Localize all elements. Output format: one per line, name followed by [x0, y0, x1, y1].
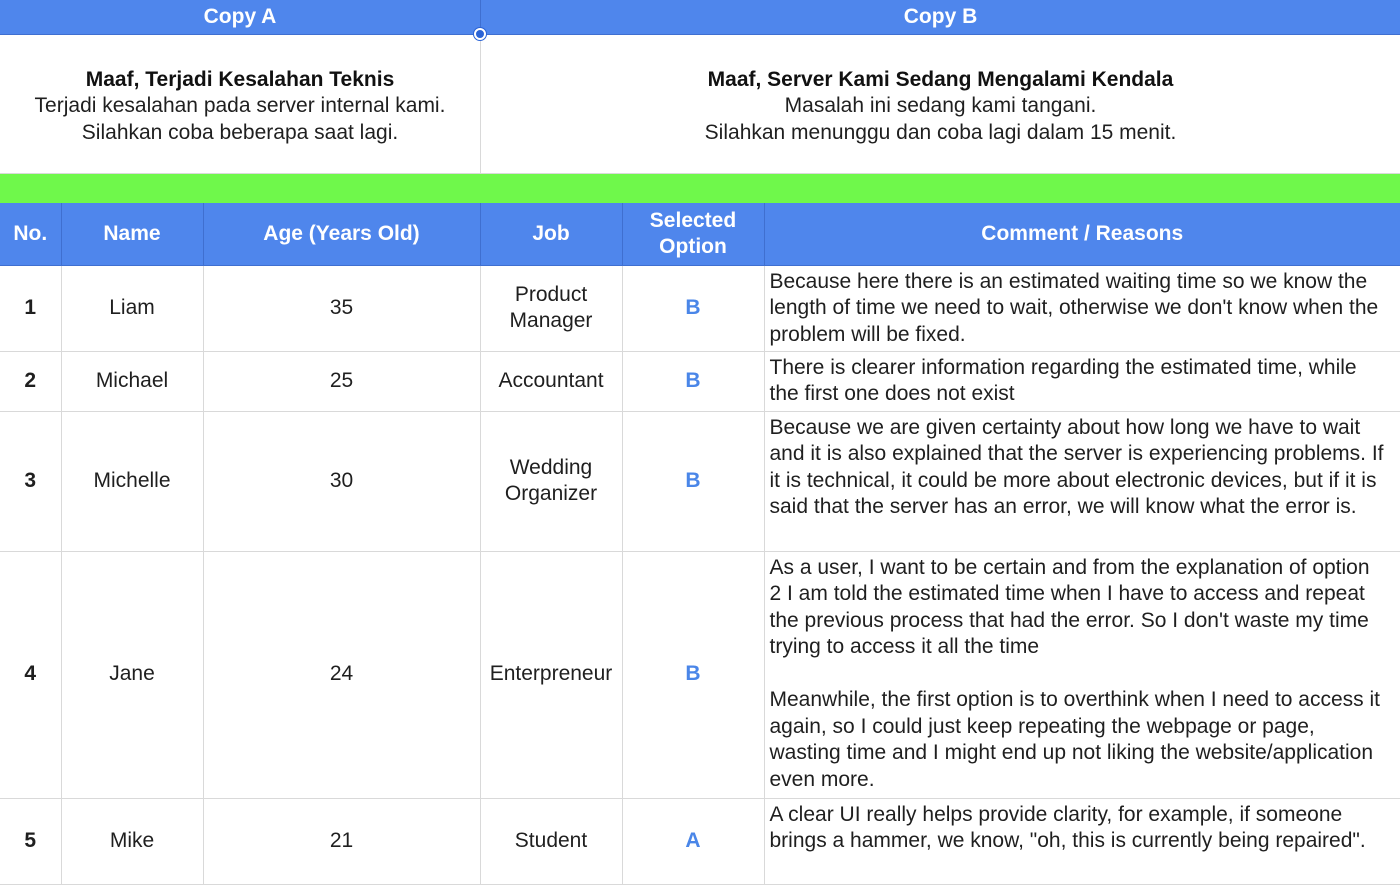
- copy-a-cell[interactable]: [0, 36, 480, 173]
- cell-no[interactable]: 2: [0, 351, 61, 411]
- cell-option[interactable]: B: [622, 411, 764, 551]
- cell-age[interactable]: 35: [203, 265, 480, 351]
- copy-b-header[interactable]: Copy B: [481, 0, 1400, 35]
- header-no[interactable]: No.: [0, 203, 61, 265]
- table-row: [0, 798, 1400, 884]
- cell-comment[interactable]: As a user, I want to be certain and from the explanation of option 2 I am told the estimated time when I have to access and repeat the previous process that had the error. So I don't waste my time trying to access it all the time Meanwhile, the first option is to overthink when I need to access it again, so I could just keep repeating the webpage or page, wasting time and I might end up not liking the website/application even more.: [764, 551, 1400, 798]
- cell-no[interactable]: 3: [0, 411, 61, 551]
- table-row: [0, 351, 1400, 411]
- cell-job[interactable]: Enterpreneur: [480, 551, 622, 798]
- copy-b-line-2: Silahkan menunggu dan coba lagi dalam 15 menit.: [704, 120, 1177, 144]
- cell-no[interactable]: 1: [0, 265, 61, 351]
- cell-job[interactable]: Wedding Organizer: [480, 411, 622, 551]
- cell-name[interactable]: Jane: [61, 551, 203, 798]
- copy-a-title: Maaf, Terjadi Kesalahan Teknis: [85, 67, 395, 91]
- cell-name[interactable]: Michael: [61, 351, 203, 411]
- cell-no[interactable]: 4: [0, 551, 61, 798]
- cell-age[interactable]: 25: [203, 351, 480, 411]
- cell-option[interactable]: B: [622, 265, 764, 351]
- cell-age[interactable]: 30: [203, 411, 480, 551]
- copy-a-line-2: Silahkan coba beberapa saat lagi.: [81, 120, 399, 144]
- cell-no[interactable]: 5: [0, 798, 61, 884]
- survey-table: [0, 203, 1400, 885]
- table-row: [0, 551, 1400, 798]
- cell-comment[interactable]: Because here there is an estimated waiting time so we know the length of time we need to wait, otherwise we don't know when the problem will be fixed.: [764, 265, 1400, 351]
- table-row: [0, 265, 1400, 351]
- copy-b-title: Maaf, Server Kami Sedang Mengalami Kendala: [707, 67, 1174, 91]
- separator-band: [0, 173, 1400, 203]
- cell-job[interactable]: Accountant: [480, 351, 622, 411]
- cell-name[interactable]: Michelle: [61, 411, 203, 551]
- table-row: [0, 411, 1400, 551]
- copy-b-line-1: Masalah ini sedang kami tangani.: [784, 94, 1097, 118]
- cell-comment[interactable]: Because we are given certainty about how long we have to wait and it is also explained that the server is experiencing problems. If it is technical, it could be more about electronic devices, but if it is said that the server has an error, we will know what the error is.: [764, 411, 1400, 551]
- header-name[interactable]: Name: [61, 203, 203, 265]
- cell-age[interactable]: 24: [203, 551, 480, 798]
- cell-job[interactable]: Product Manager: [480, 265, 622, 351]
- cell-option[interactable]: B: [622, 551, 764, 798]
- table-header-row: [0, 203, 1400, 265]
- copy-a-line-1: Terjadi kesalahan pada server internal kami.: [34, 94, 446, 118]
- cell-option[interactable]: A: [622, 798, 764, 884]
- cell-job[interactable]: Student: [480, 798, 622, 884]
- cell-comment[interactable]: A clear UI really helps provide clarity, for example, if someone brings a hammer, we know, "oh, this is currently being repaired".: [764, 798, 1400, 884]
- header-job[interactable]: Job: [480, 203, 622, 265]
- cell-age[interactable]: 21: [203, 798, 480, 884]
- cell-name[interactable]: Liam: [61, 265, 203, 351]
- copy-a-header[interactable]: Copy A: [0, 0, 480, 35]
- cell-comment[interactable]: There is clearer information regarding the estimated time, while the first one does not exist: [764, 351, 1400, 411]
- header-selected-option[interactable]: Selected Option: [622, 203, 764, 265]
- header-comment[interactable]: Comment / Reasons: [764, 203, 1400, 265]
- cell-option[interactable]: B: [622, 351, 764, 411]
- cell-name[interactable]: Mike: [61, 798, 203, 884]
- copy-b-cell[interactable]: [481, 36, 1400, 173]
- header-age[interactable]: Age (Years Old): [203, 203, 480, 265]
